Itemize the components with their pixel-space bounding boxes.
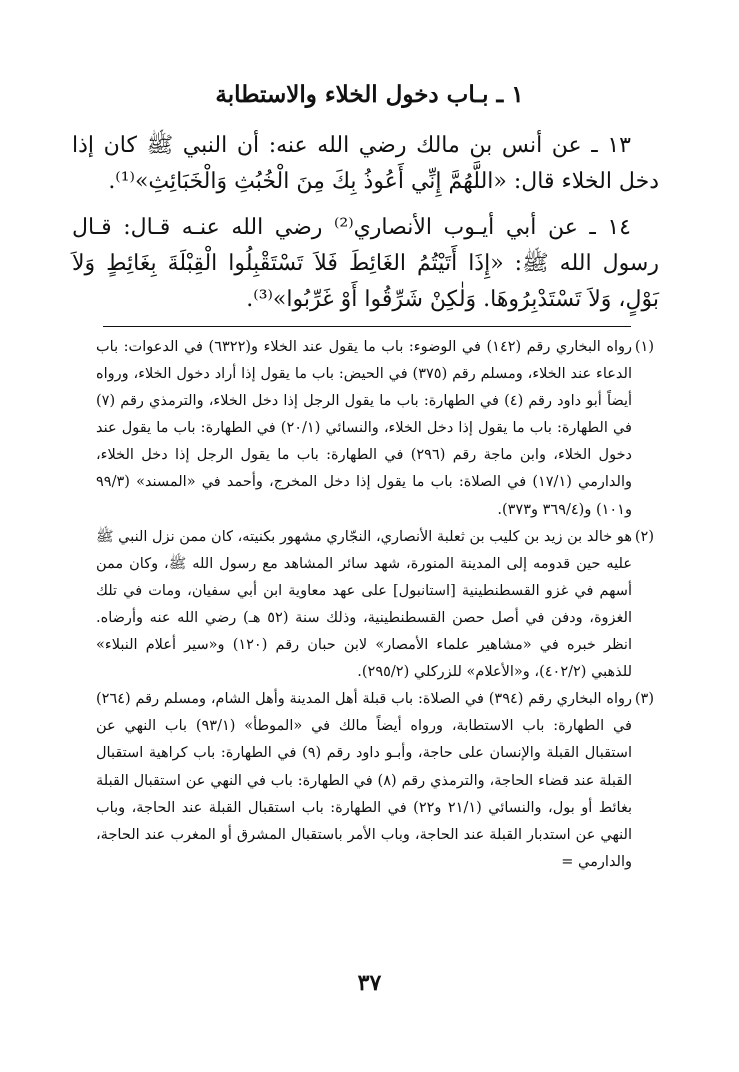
footnote-number: (١) (634, 339, 654, 355)
hadith-text: ١٤ ـ عن أبي أيـوب الأنصاري⁽²⁾ رضي الله عنـه قـال: قـال رسول الله ﷺ: «إِذَا أَتَيْتُمُ الغَائِطَ فَلاَ تَسْتَقْبِلُوا الْقِبْلَةَ بِغَائِطٍ وَلاَ بَوْلٍ، وَلاَ تَسْتَدْبِرُوهَا. وَلٰكِنْ شَرِّقُوا أَوْ غَرِّبُوا»⁽³⁾. (72, 215, 659, 312)
footnote-text: رواه البخاري رقم (٣٩٤) في الصلاة: باب قبلة أهل المدينة وأهل الشام، ومسلم رقم (٢٦٤) في الطهارة: باب الاستطابة، ورواه أيضاً مالك في «الموطأ» (٩٣/١) باب النهي عن استقبال القبلة والإنسان على حاجة، وأبـو داود رقم (٩) في الطهارة: باب كراهية استقبال القبلة عند قضاء الحاجة، والترمذي رقم (٨) في الطهارة: باب في النهي عن استقبال القبلة بغائط أو بول، والنسائي (٢١/١ و٢٢) في الطهارة: باب استقبال القبلة عند الحاجة، وباب النهي عن استدبار القبلة عند الحاجة، وباب الأمر باستقبال المشرق أو المغرب عند الحاجة، والدارمي = (96, 691, 633, 870)
footnote-number: (٢) (634, 528, 654, 545)
footnote-3 (96, 686, 654, 876)
hadith-13 (72, 128, 659, 200)
hadith-14 (72, 210, 659, 318)
footnote-separator (103, 326, 631, 327)
footnote-text: هو خالد بن زيد بن كليب بن ثعلبة الأنصاري، النجّاري مشهور بكنيته، كان ممن نزل النبي ﷺ عليه حين قدومه إلى المدينة المنورة، شهد سائر المشاهد مع رسول الله ﷺ، وكان ممن أسهم في غزو القسطنطينية [استانبول] على عهد معاوية ابن أبي سفيان، ومات في تلك الغزوة، ودفن في أصل حصن القسطنطينية، وذلك سنة (٥٢ هـ) رضي الله عنه وأرضاه. انظر خبره في «مشاهير علماء الأمصار» لابن حبان رقم (١٢٠) و«سير أعلام النبلاء» للذهبي (٤٠٢/٢)، و«الأعلام» للزركلي (٢٩٥/٢). (96, 528, 633, 681)
footnote-1 (96, 334, 654, 524)
hadith-text: ١٣ ـ عن أنس بن مالك رضي الله عنه: أن النبي ﷺ كان إذا دخل الخلاء قال: «اللَّهُمَّ إِنِّي أَعُوذُ بِكَ مِنَ الْخُبُثِ وَالْخَبَائِثِ»⁽¹⁾. (72, 133, 659, 194)
footnote-text: رواه البخاري رقم (١٤٢) في الوضوء: باب ما يقول عند الخلاء و(٦٣٢٢) في الدعوات: باب الدعاء عند الخلاء، ومسلم رقم (٣٧٥) في الحيض: باب ما يقول إذا أراد دخول الخلاء، ورواه أيضاً أبو داود رقم (٤) في الطهارة: باب ما يقول الرجل إذا دخل الخلاء، والترمذي رقم (٧) في الطهارة: باب ما يقول إذا دخل الخلاء، والنسائي (٢٠/١) في الطهارة: باب ما يقول عند دخول الخلاء، وابن ماجة رقم (٢٩٦) في الطهارة: باب ما يقول الرجل إذا دخل الخلاء، والدارمي (١٧/١) في الصلاة: باب ما يقول إذا دخل المخرج، وأحمد في «المسند» (٩٩/٣ و١٠١) و(٣٦٩/٤ و٣٧٣). (96, 339, 633, 518)
page-number: ٣٧ (357, 970, 382, 996)
chapter-title: ١ ـ بـاب دخول الخلاء والاستطابة (215, 81, 524, 108)
footnote-number: (٣) (634, 691, 654, 708)
footnote-2 (96, 524, 654, 687)
footnotes (96, 334, 654, 876)
